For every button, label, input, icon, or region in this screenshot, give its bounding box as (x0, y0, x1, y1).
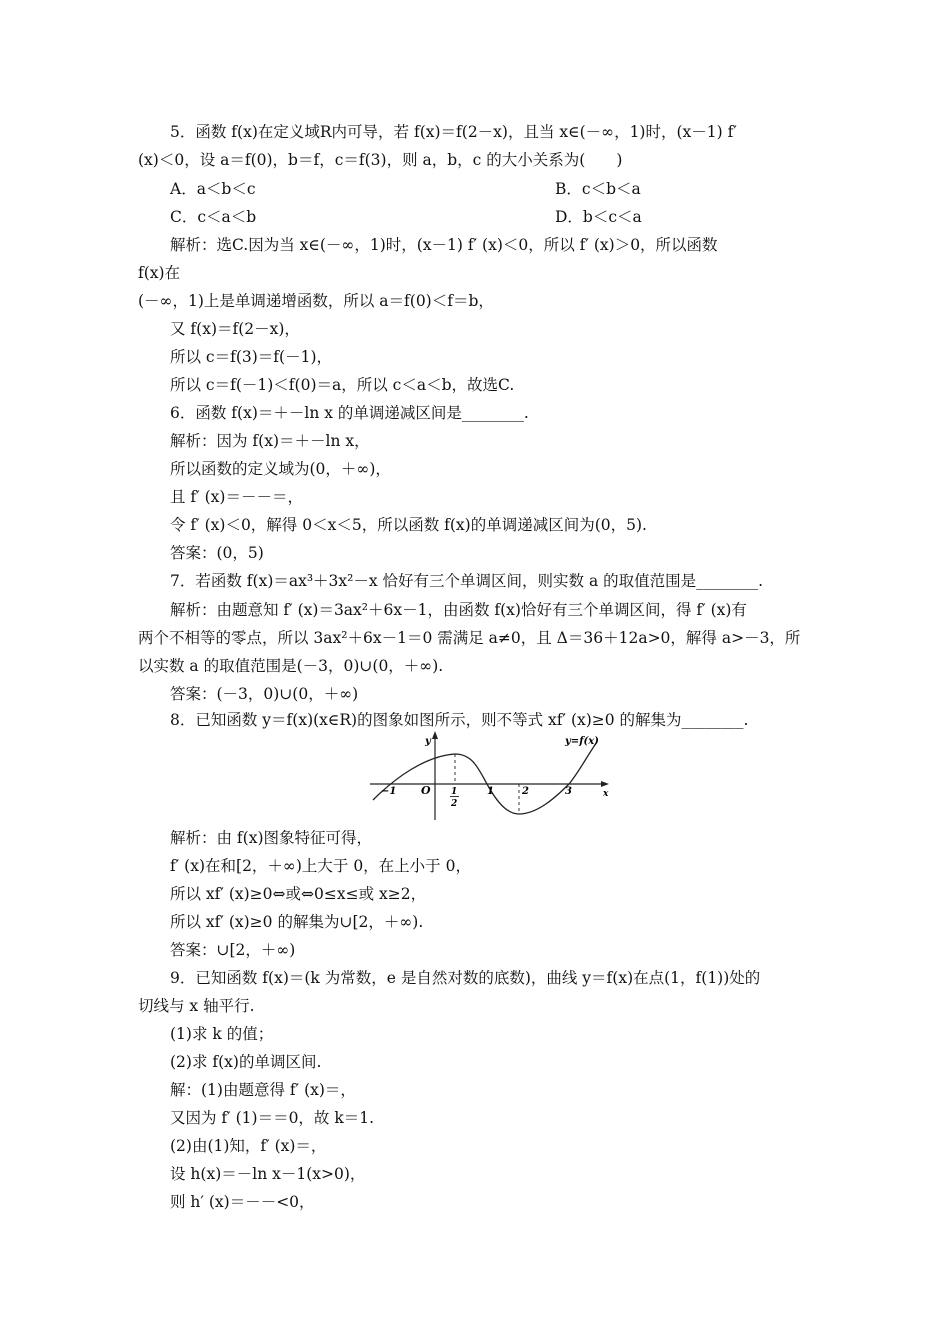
q5-solution-line-5: 所以 c＝f(3)＝f(－1)， (170, 348, 332, 366)
q7-solution-line-3: 以实数 a 的取值范围是(－3，0)∪(0，＋∞). (138, 657, 444, 675)
function-curve (373, 742, 597, 814)
q5-solution-line-1: 解析：选C.因为当 x∈(－∞，1)时，(x－1) f′ (x)＜0，所以 f′ (x)＞0，所以函数 (170, 236, 718, 254)
q9-part-2: (2)求 f(x)的单调区间. (170, 1053, 322, 1071)
q8-solution-line-2: f′ (x)在和[2，＋∞)上大于 0，在上小于 0， (170, 857, 471, 875)
option-a: A．a＜b＜c (170, 180, 256, 198)
q6-solution-line-3: 且 f′ (x)＝－－＝， (170, 488, 303, 506)
tick-label-half-numerator: 1 (451, 787, 458, 797)
q9-question-line-1: 9．已知函数 f(x)＝(k 为常数，e 是自然对数的底数)，曲线 y＝f(x)在点(1，f(1))处的 (170, 969, 761, 987)
q7-question: 7．若函数 f(x)＝ax³＋3x²－x 恰好有三个单调区间，则实数 a 的取值范围是________. (170, 572, 764, 590)
q9-solution-line-5: 则 h′ (x)＝－－<0， (170, 1193, 315, 1211)
q5-solution-line-3: (－∞，1)上是单调递增函数，所以 a＝f(0)＜f＝b， (138, 292, 494, 310)
q7-solution-line-1: 解析：由题意知 f′ (x)＝3ax²＋6x－1，由函数 f(x)恰好有三个单调区间，得 f′ (x)有 (170, 601, 747, 619)
y-axis-label: y (425, 736, 431, 747)
q9-solution-line-1: 解：(1)由题意得 f′ (x)＝， (170, 1081, 356, 1099)
q9-question-line-2: 切线与 x 轴平行. (138, 997, 255, 1015)
tick-label-1: 1 (487, 786, 494, 797)
q8-question: 8．已知函数 y＝f(x)(x∈R)的图象如图所示，则不等式 xf′ (x)≥0 的解集为________. (170, 711, 749, 729)
origin-label: O (421, 784, 431, 797)
q6-solution-line-4: 令 f′ (x)＜0，解得 0＜x＜5，所以函数 f(x)的单调递减区间为(0，5). (170, 516, 647, 534)
q9-solution-line-2: 又因为 f′ (1)＝＝0，故 k＝1. (170, 1109, 375, 1127)
q5-solution-line-6: 所以 c＝f(－1)＜f(0)＝a，所以 c＜a＜b，故选C. (170, 376, 515, 394)
tick-label-3: 3 (565, 786, 572, 797)
q5-solution-line-2: f(x)在 (138, 264, 181, 282)
q7-answer: 答案：(－3，0)∪(0，＋∞) (170, 685, 359, 703)
q8-answer: 答案：∪[2，＋∞) (170, 941, 296, 959)
tick-label-2: 2 (522, 786, 529, 797)
tick-label-minus-1: −1 (381, 786, 397, 797)
q5-line-1: 5．函数 f(x)在定义域R内可导，若 f(x)＝f(2－x)，且当 x∈(－∞，1)时，(x－1) f′ (170, 123, 737, 141)
tick-label-half-denominator: 2 (451, 799, 458, 809)
q8-solution-line-4: 所以 xf′ (x)≥0 的解集为∪[2，＋∞). (170, 913, 424, 931)
curve-label: y=f(x) (565, 736, 599, 747)
q9-solution-line-4: 设 h(x)＝－ln x－1(x>0)， (170, 1165, 366, 1183)
option-d: D．b＜c＜a (555, 208, 642, 226)
q5-solution-line-4: 又 f(x)＝f(2－x)， (170, 320, 300, 338)
q8-solution-line-3: 所以 xf′ (x)≥0⇔或⇔0≤x≤或 x≥2， (170, 885, 427, 903)
y-axis-arrow-icon (432, 731, 438, 739)
q7-solution-line-2: 两个不相等的零点，所以 3ax²＋6x－1＝0 需满足 a≠0，且 Δ＝36＋12a>0，解得 a>－3，所 (138, 629, 801, 647)
q9-solution-line-3: (2)由(1)知，f′ (x)＝， (170, 1137, 327, 1155)
q9-part-1: (1)求 k 的值； (170, 1025, 274, 1043)
option-c: C．c＜a＜b (170, 208, 257, 226)
q6-solution-line-1: 解析：因为 f(x)＝＋－ln x， (170, 432, 370, 450)
q6-answer: 答案：(0，5) (170, 544, 264, 562)
q6-solution-line-2: 所以函数的定义域为(0，＋∞)， (170, 460, 391, 478)
q6-question: 6．函数 f(x)＝＋－ln x 的单调递减区间是________. (170, 404, 529, 422)
q5-line-2: (x)＜0，设 a＝f(0)，b＝f，c＝f(3)，则 a，b，c 的大小关系为( ) (138, 151, 623, 169)
option-b: B．c＜b＜a (555, 180, 641, 198)
x-axis-arrow-icon (601, 781, 609, 787)
function-graph-figure (365, 728, 615, 822)
q8-solution-line-1: 解析：由 f(x)图象特征可得， (170, 829, 373, 847)
x-axis-label: x (603, 789, 609, 799)
